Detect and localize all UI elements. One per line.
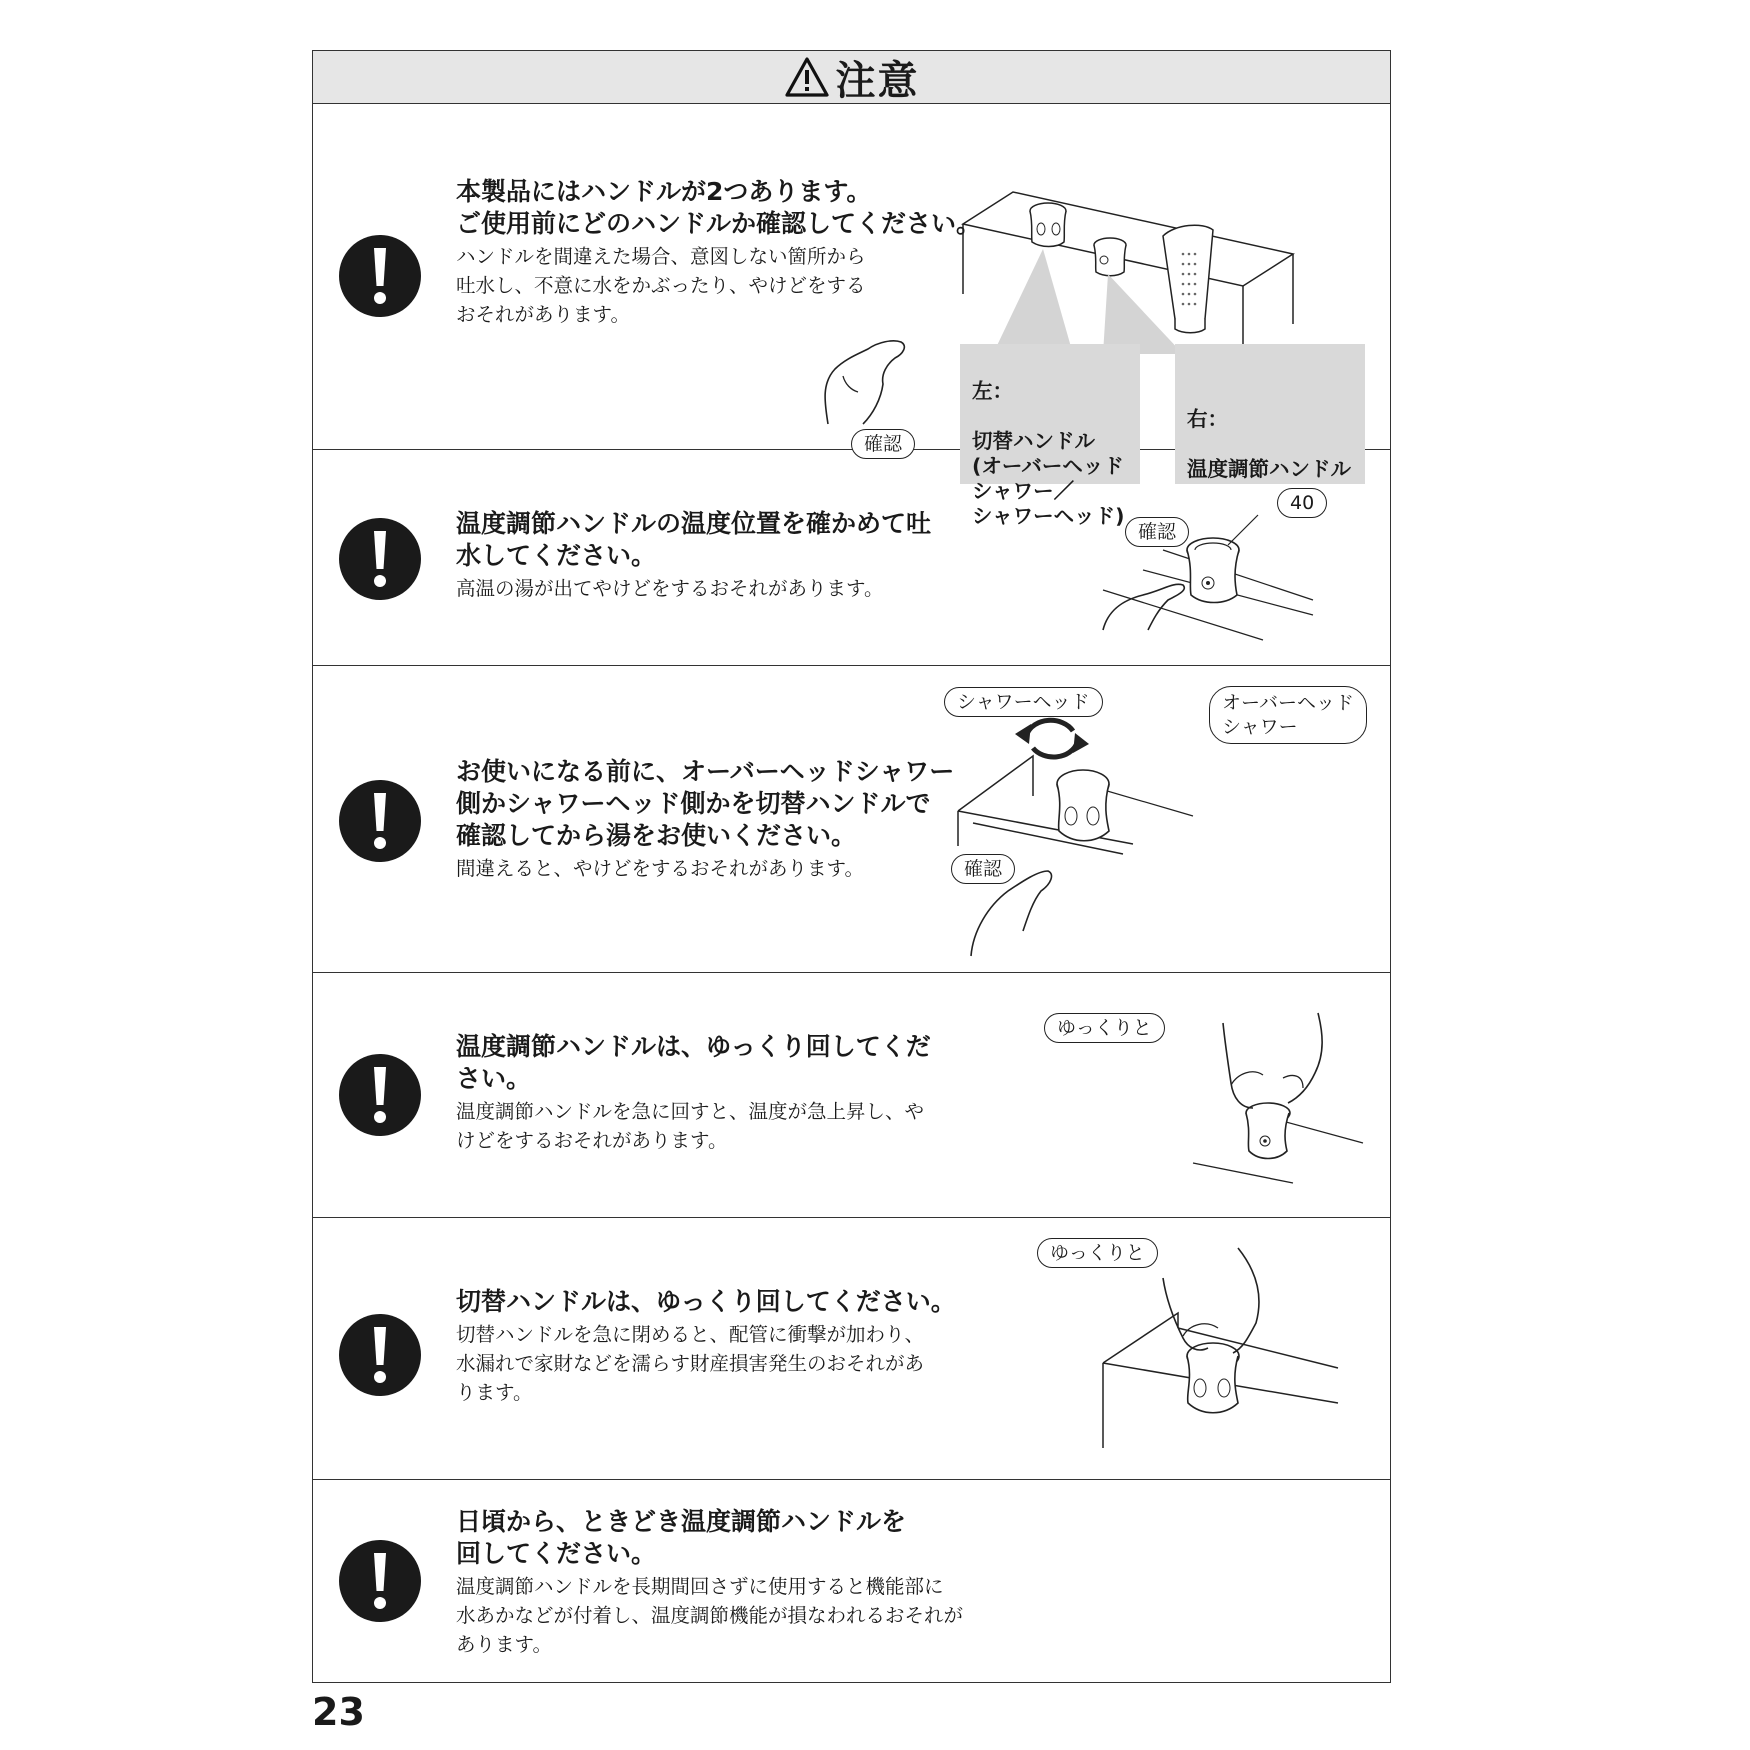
- caution-item-4: [313, 973, 1390, 1218]
- item-2-body: 高温の湯が出てやけどをするおそれがあります。: [456, 577, 884, 600]
- item-6-title: 日頃から、ときどき温度調節ハンドルを 回してください。: [456, 1507, 907, 1568]
- slowly-tag: ゆっくりと: [1037, 1238, 1158, 1268]
- item-2-title: 温度調節ハンドルの温度位置を確かめて吐 水してください。: [456, 509, 932, 570]
- slowly-tag: ゆっくりと: [1044, 1013, 1165, 1043]
- left-handle-label: 切替ハンドル (オーバーヘッド シャワー／ シャワーヘッド): [972, 429, 1125, 528]
- confirm-tag: 確認: [1125, 517, 1189, 547]
- warning-triangle-icon: [784, 56, 830, 98]
- item-5-body: 切替ハンドルを急に閉めると、配管に衝撃が加わり、 水漏れで家財などを濡らす財産損害発生のおそれがあ ります。: [456, 1323, 925, 1404]
- mandatory-exclamation-icon: [338, 1313, 422, 1397]
- turn-temperature-handle-illustration: [1183, 1013, 1383, 1193]
- mandatory-exclamation-icon: [338, 1539, 422, 1623]
- confirm-tag: 確認: [851, 429, 915, 459]
- caution-header: [313, 51, 1390, 104]
- item-3-title: お使いになる前に、オーバーヘッドシャワー 側かシャワーヘッド側かを切替ハンドルで 確認してから湯をお使いください。: [456, 757, 955, 850]
- left-handle-key: 左：: [972, 379, 1013, 403]
- confirm-tag: 確認: [951, 854, 1015, 884]
- mandatory-exclamation-icon: [338, 1053, 422, 1137]
- overhead-shower-mode-tag: オーバーヘッド シャワー: [1209, 686, 1367, 744]
- caution-item-2: [313, 450, 1390, 666]
- caution-item-6: [313, 1480, 1390, 1682]
- right-handle-label: 温度調節ハンドル: [1187, 457, 1351, 481]
- mandatory-exclamation-icon: [338, 517, 422, 601]
- shower-head-mode-tag: シャワーヘッド: [944, 687, 1103, 717]
- turn-switch-handle-illustration: [1098, 1248, 1358, 1473]
- caution-panel: [312, 50, 1391, 1683]
- item-1-body: ハンドルを間違えた場合、意図しない箇所から 吐水し、不意に水をかぶったり、やけどをする おそれがあります。: [456, 245, 866, 326]
- mandatory-exclamation-icon: [338, 234, 422, 318]
- temperature-handle-illustration: [1083, 490, 1383, 650]
- right-handle-key: 右：: [1187, 407, 1228, 431]
- item-5-title: 切替ハンドルは、ゆっくり回してください。: [456, 1287, 956, 1316]
- item-1-title: 本製品にはハンドルが2つあります。 ご使用前にどのハンドルか確認してください。: [456, 177, 982, 238]
- caution-item-5: [313, 1218, 1390, 1480]
- caution-item-3: [313, 666, 1390, 973]
- item-4-title: 温度調節ハンドルは、ゆっくり回してくだ さい。: [456, 1032, 931, 1093]
- caution-title: 注意: [835, 57, 920, 104]
- page-number: 23: [312, 1690, 365, 1734]
- temperature-value-tag: 40: [1277, 488, 1327, 518]
- item-6-body: 温度調節ハンドルを長期間回さずに使用すると機能部に 水あかなどが付着し、温度調節機能が損なわれるおそれが あります。: [456, 1575, 964, 1656]
- mandatory-exclamation-icon: [338, 779, 422, 863]
- item-3-body: 間違えると、やけどをするおそれがあります。: [456, 857, 864, 880]
- item-4-body: 温度調節ハンドルを急に回すと、温度が急上昇し、や けどをするおそれがあります。: [456, 1100, 925, 1152]
